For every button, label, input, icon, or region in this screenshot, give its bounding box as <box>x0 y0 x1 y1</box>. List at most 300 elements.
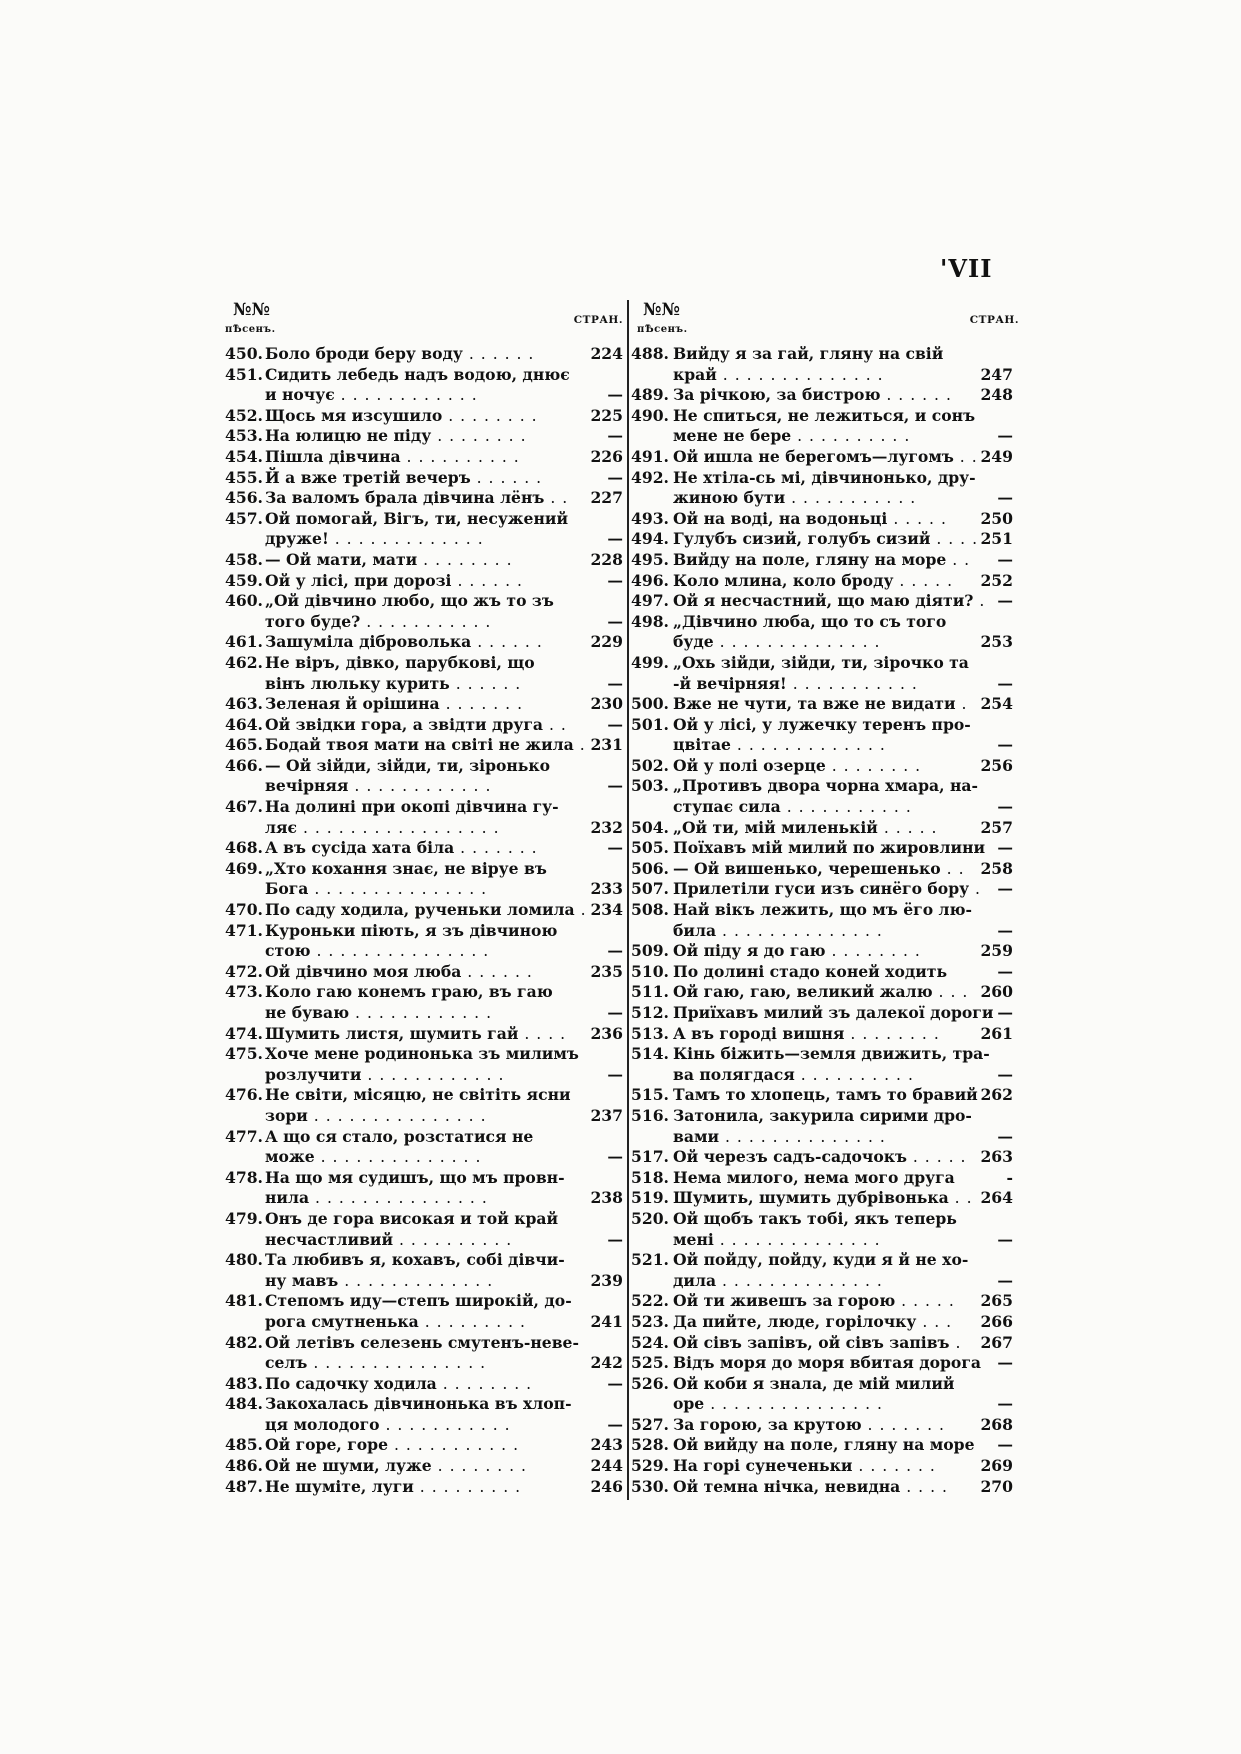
song-number: 528. <box>631 1435 669 1455</box>
song-number: 524. <box>631 1332 669 1352</box>
toc-line <box>631 921 1021 942</box>
song-title <box>265 591 571 612</box>
leader-dots: . . . . . . . . . . . <box>388 1436 520 1455</box>
page-ref: 248 <box>980 385 1013 405</box>
song-title <box>265 1456 571 1477</box>
song-title-text: Відъ моря до моря вбитая дорога <box>673 1353 981 1373</box>
page-ref: — <box>997 1229 1013 1249</box>
page-ref: 231 <box>590 735 623 755</box>
song-number: 498. <box>631 611 669 631</box>
page-ref: 254 <box>980 694 1013 714</box>
page-ref: — <box>997 1435 1013 1455</box>
song-title-text: „Ой ти, мій миленькій <box>673 817 878 837</box>
song-title <box>265 632 571 653</box>
song-title <box>673 879 982 900</box>
song-number: 500. <box>631 694 669 714</box>
song-title <box>673 818 961 839</box>
leader-dots: . . . . . . . . . <box>413 1477 522 1496</box>
song-title <box>673 426 961 447</box>
toc-line <box>225 385 625 406</box>
song-title <box>673 549 971 571</box>
song-title-text: Шумить листя, шумить гай <box>265 1023 519 1043</box>
song-title-text: вами <box>673 1126 720 1146</box>
song-number: 476. <box>225 1085 263 1105</box>
song-title <box>673 941 961 962</box>
song-title <box>265 447 571 468</box>
page-ref: — <box>607 529 623 549</box>
song-title-text: Нема милого, нема мого друга <box>673 1167 955 1187</box>
song-number: 472. <box>225 961 263 981</box>
song-number: 504. <box>631 817 669 837</box>
song-number: 529. <box>631 1456 669 1476</box>
song-number: 512. <box>631 1003 669 1022</box>
song-title-text: Не шуміте, луги <box>265 1476 414 1496</box>
song-title-text: била <box>673 920 717 940</box>
leader-dots: . . . . . . . . . . . <box>780 798 912 817</box>
song-title <box>265 715 571 736</box>
song-title <box>673 467 976 489</box>
leader-dots: . . . . . . . . . . . <box>360 612 492 631</box>
toc-line <box>631 1333 1021 1354</box>
song-title <box>673 632 961 653</box>
song-title <box>673 1024 961 1045</box>
song-title <box>673 591 986 612</box>
song-title-text: вечірняя <box>265 776 349 796</box>
song-number: 481. <box>225 1291 263 1311</box>
song-title <box>673 1415 961 1436</box>
song-title <box>673 529 979 550</box>
song-number: 456. <box>225 488 263 508</box>
song-title <box>265 1332 579 1354</box>
song-title <box>673 652 969 674</box>
page-ref: 253 <box>980 632 1013 652</box>
leader-dots: . . . . . . . <box>454 839 538 858</box>
song-title <box>673 1477 961 1498</box>
toc-line <box>631 1168 1021 1189</box>
toc-line <box>631 838 1021 859</box>
song-title <box>265 1065 571 1086</box>
song-number: 521. <box>631 1250 669 1270</box>
song-title-text: того буде? <box>265 611 361 631</box>
song-title-text: Не віръ, дівко, парубкові, що <box>265 652 535 672</box>
song-title-text: мені <box>673 1229 714 1249</box>
song-title-text: Бога <box>265 879 309 899</box>
song-number: 505. <box>631 838 669 858</box>
toc-line <box>225 488 625 509</box>
song-title <box>673 1127 961 1148</box>
toc-line <box>225 1044 625 1065</box>
song-title <box>265 1024 571 1045</box>
page-ref: 256 <box>980 755 1013 775</box>
song-title <box>265 900 587 921</box>
page-ref: 263 <box>980 1147 1013 1167</box>
page-ref: — <box>997 838 1013 858</box>
leader-dots: . . . . . . . . . . . . . . . <box>310 942 490 961</box>
song-title-text: край <box>673 364 717 384</box>
page-ref: - <box>1006 1167 1013 1187</box>
song-title <box>673 1353 981 1374</box>
leader-dots: . <box>973 592 986 611</box>
toc-line <box>225 1291 625 1312</box>
toc-line <box>225 1209 625 1230</box>
leader-dots: . . . . . . . . <box>825 756 922 775</box>
song-title-text: Ой горе, горе <box>265 1435 388 1455</box>
toc-line <box>631 1415 1021 1436</box>
song-number: 453. <box>225 426 263 446</box>
page-ref: — <box>997 1126 1013 1146</box>
song-title-text: „Дівчино люба, що то съ того <box>673 611 947 631</box>
song-title-text: жиною бути <box>673 488 786 508</box>
toc-line <box>631 900 1021 921</box>
song-number: 470. <box>225 900 263 920</box>
toc-line <box>631 1044 1021 1065</box>
page-ref: 269 <box>980 1456 1013 1476</box>
song-number: 496. <box>631 570 669 590</box>
song-title-text: друже! <box>265 529 329 549</box>
song-title-text: Коло млина, коло броду <box>673 570 894 590</box>
page-ref: — <box>607 1064 623 1084</box>
toc-line <box>631 1312 1021 1333</box>
leader-dots: . . . . . . . <box>439 695 524 714</box>
page-ref: 261 <box>980 1023 1013 1043</box>
leader-dots: . . . . . . . . . . . . . . <box>713 1230 881 1249</box>
page-ref: — <box>997 591 1013 611</box>
song-title-text: Онъ де гора високая и той край <box>265 1208 559 1228</box>
song-title-text: Гулубъ сизий, голубъ сизий <box>673 529 931 549</box>
page-ref: — <box>607 714 623 734</box>
leader-dots: . . . . . . . . . . . <box>786 674 918 693</box>
song-title <box>265 941 571 962</box>
toc-line <box>631 859 1021 880</box>
song-number: 523. <box>631 1311 669 1331</box>
leader-dots: . . . . . . . . . . . . . . <box>719 1127 886 1146</box>
song-number: 516. <box>631 1105 669 1125</box>
song-number: 461. <box>225 632 263 652</box>
song-title <box>673 797 961 818</box>
song-title-text: Ой помогай, Вігъ, ти, несужений <box>265 508 569 528</box>
toc-line <box>225 344 625 365</box>
toc-line <box>631 1003 1021 1024</box>
song-number: 509. <box>631 941 669 961</box>
song-title <box>673 674 961 695</box>
page-ref: 247 <box>980 364 1013 384</box>
song-title-text: Зашуміла діброволька <box>265 632 472 652</box>
song-number: 517. <box>631 1147 669 1167</box>
toc-line <box>225 406 625 427</box>
header-page-label: СТРАН. <box>573 314 623 326</box>
page-ref: 270 <box>980 1476 1013 1496</box>
toc-line <box>631 426 1021 447</box>
song-title <box>265 426 571 447</box>
song-number: 463. <box>225 694 263 714</box>
song-title-text: Поїхавъ мій милий по жировлини <box>673 838 986 858</box>
song-title <box>673 1209 961 1230</box>
toc-line <box>225 1435 625 1456</box>
song-number: 452. <box>225 405 263 425</box>
page-ref: — <box>607 941 623 961</box>
song-number: 508. <box>631 900 669 920</box>
leader-dots: . . . . . . . . . . . . . . . <box>704 1395 883 1414</box>
song-title <box>673 1333 961 1354</box>
song-title-text: Пішла дівчина <box>265 446 401 466</box>
song-title-text: Ой сівъ запівъ, ой сівъ запівъ <box>673 1332 950 1352</box>
song-title <box>265 1312 571 1333</box>
song-title-text: За річкою, за бистрою <box>673 385 881 405</box>
toc-line <box>631 1147 1021 1168</box>
song-title-text: На горі сунеченьки <box>673 1456 853 1476</box>
song-number: 515. <box>631 1085 669 1105</box>
song-title-text: ляє <box>265 817 298 837</box>
song-title <box>673 921 961 942</box>
page-ref: — <box>607 838 623 858</box>
song-title <box>673 838 986 859</box>
toc-line <box>631 1456 1021 1477</box>
header-number-mark: №№ <box>233 300 270 320</box>
song-title-text: Ой черезъ садъ-садочокъ <box>673 1147 907 1167</box>
song-number: 480. <box>225 1250 263 1270</box>
song-title-text: Сидить лебедь надъ водою, днює <box>265 364 570 384</box>
leader-dots: . . . . <box>518 1024 567 1043</box>
leader-dots: . . <box>940 859 965 878</box>
song-title <box>673 1230 961 1251</box>
song-title <box>265 365 571 386</box>
song-number: 501. <box>631 714 669 734</box>
song-title <box>265 838 571 859</box>
song-title <box>265 674 571 695</box>
leader-dots: . <box>955 695 968 714</box>
page-ref: 230 <box>590 694 623 714</box>
toc-line <box>225 447 625 468</box>
page-ref: 226 <box>590 446 623 466</box>
song-number: 458. <box>225 549 263 569</box>
leader-dots: . . . . . . . . . . . . . . <box>314 1148 482 1167</box>
toc-line <box>631 550 1021 571</box>
song-number: 478. <box>225 1167 263 1187</box>
toc-line <box>225 1394 625 1415</box>
song-title <box>265 529 571 550</box>
toc-line <box>225 982 625 1003</box>
song-number: 527. <box>631 1414 669 1434</box>
song-title-text: Не спиться, не лежиться, и сонъ <box>673 405 976 425</box>
header-songs-label: пѢсенъ. <box>637 324 688 335</box>
song-title <box>265 1085 571 1106</box>
song-title <box>265 735 586 756</box>
page-ref: 232 <box>590 817 623 837</box>
toc-line <box>225 632 625 653</box>
song-number: 450. <box>225 344 263 363</box>
song-title <box>673 1312 961 1333</box>
page-ref: 235 <box>590 961 623 981</box>
page-ref: 257 <box>980 817 1013 837</box>
page-ref: — <box>997 961 1013 981</box>
song-title <box>265 509 571 530</box>
song-number: 514. <box>631 1044 669 1064</box>
song-title-text: По долині стадо коней ходить <box>673 961 948 981</box>
page-ref: — <box>997 549 1013 569</box>
leader-dots: . . . . . . . . <box>417 550 513 569</box>
song-title <box>673 858 965 880</box>
song-title-text: За горою, за крутою <box>673 1414 862 1434</box>
song-title-text: цвітае <box>673 735 731 755</box>
header-songs-label: пѢсенъ. <box>225 324 276 335</box>
song-title <box>265 1127 571 1148</box>
song-title <box>673 405 976 427</box>
song-number: 468. <box>225 838 263 858</box>
page-ref: — <box>997 1394 1013 1414</box>
column-divider <box>627 300 629 1500</box>
leader-dots: . . . . . . . . <box>431 1457 528 1476</box>
song-number: 473. <box>225 982 263 1002</box>
leader-dots: . <box>969 880 982 899</box>
song-title-text: нила <box>265 1188 310 1208</box>
toc-line <box>225 941 625 962</box>
toc-line <box>631 1230 1021 1251</box>
leader-dots: . . . . . . . . . . . . . . . <box>309 1189 488 1208</box>
song-number: 479. <box>225 1208 263 1228</box>
toc-line <box>631 1374 1021 1395</box>
page-ref: 239 <box>590 1270 623 1290</box>
toc-line <box>225 838 625 859</box>
song-number: 467. <box>225 797 263 817</box>
toc-line <box>225 674 625 695</box>
toc-line <box>225 776 625 797</box>
toc-line <box>225 1085 625 1106</box>
song-title-text: „Ой дівчино любо, що жъ то зъ <box>265 591 554 611</box>
song-title-text: Ой темна нічка, невидна <box>673 1476 901 1496</box>
song-title <box>673 776 978 797</box>
page-ref: — <box>997 797 1013 817</box>
song-title <box>673 1105 972 1127</box>
page-ref: 250 <box>980 508 1013 528</box>
song-title-text: Куроньки піють, я зъ дівчиною <box>265 920 558 940</box>
toc-line <box>631 818 1021 839</box>
song-number: 491. <box>631 446 669 466</box>
song-title <box>673 1291 961 1312</box>
toc-line <box>631 1394 1021 1415</box>
leader-dots: . . . . . . . . <box>436 1374 533 1393</box>
page-ref: — <box>607 776 623 796</box>
toc-line <box>631 1127 1021 1148</box>
song-title <box>673 900 972 921</box>
song-title-text: — Ой вишенько, черешенько <box>673 858 941 878</box>
page-ref: 228 <box>590 549 623 569</box>
song-title-text: „Противъ двора чорна хмара, на- <box>673 776 978 796</box>
song-title <box>265 1435 571 1456</box>
song-number: 451. <box>225 364 263 384</box>
song-title-text: Та любивъ я, кохавъ, собі дівчи- <box>265 1250 565 1270</box>
song-title <box>265 1230 571 1251</box>
page-ref: — <box>997 488 1013 508</box>
song-title-text: буде <box>673 632 714 652</box>
song-title <box>265 406 571 427</box>
toc-line <box>225 1147 625 1168</box>
toc-line <box>631 797 1021 818</box>
toc-line <box>631 365 1021 386</box>
song-title-text: Ой у лісі, при дорозі <box>265 570 452 590</box>
song-title-text: Не світи, місяцю, не світіть ясни <box>265 1085 571 1105</box>
toc-line <box>631 674 1021 695</box>
leader-dots: . . <box>953 447 978 466</box>
page-ref: — <box>607 426 623 446</box>
toc-line <box>631 1477 1021 1498</box>
toc-line <box>631 735 1021 756</box>
song-number: 497. <box>631 591 669 611</box>
leader-dots: . . . . . . . . . . . . <box>361 1065 505 1084</box>
song-number: 526. <box>631 1373 669 1393</box>
song-title <box>673 1003 994 1024</box>
song-title <box>673 962 961 983</box>
song-title-text: Ой я несчастний, що маю діяти? <box>673 591 974 611</box>
song-title <box>265 1374 571 1395</box>
leader-dots: . . . . . . . . . . . . . . <box>716 921 883 940</box>
leader-dots: . . . . . . . . . . . . . . . <box>308 880 488 899</box>
toc-line <box>225 921 625 942</box>
toc-line <box>225 1024 625 1045</box>
toc-line <box>225 797 625 818</box>
song-title-text: Приїхавъ милий зъ далекої дороги <box>673 1003 994 1022</box>
song-title <box>265 1147 571 1168</box>
page-ref: — <box>997 1270 1013 1290</box>
toc-line <box>225 1106 625 1127</box>
toc-line <box>225 715 625 736</box>
song-title-text: Ой звідки гора, а звідти друга <box>265 714 543 734</box>
song-number: 493. <box>631 508 669 528</box>
page-ref: 244 <box>590 1456 623 1476</box>
toc-line <box>225 1456 625 1477</box>
song-title <box>265 612 571 633</box>
page-ref: — <box>607 1147 623 1167</box>
song-title <box>265 1477 571 1498</box>
toc-line <box>225 1333 625 1354</box>
song-title <box>673 365 961 386</box>
page-ref: 225 <box>590 405 623 425</box>
song-number: 457. <box>225 508 263 528</box>
toc-line <box>631 1353 1021 1374</box>
page-ref: — <box>607 673 623 693</box>
song-number: 483. <box>225 1373 263 1393</box>
song-title-text: стою <box>265 941 311 961</box>
song-title-text: Хоче мене родинонька зъ милимъ <box>265 1044 579 1064</box>
leader-dots: . . . . . . . . . . <box>393 1230 513 1249</box>
song-number: 510. <box>631 961 669 981</box>
leader-dots: . <box>574 901 587 920</box>
song-number: 475. <box>225 1044 263 1064</box>
song-title-text: Вийду я за гай, гляну на свій <box>673 344 944 363</box>
song-title-text: Вже не чути, та вже не видати <box>673 694 956 714</box>
toc-line <box>631 571 1021 592</box>
song-title <box>673 735 961 756</box>
song-title-text: Прилетіли гуси изъ синёго бору <box>673 879 970 899</box>
song-title <box>673 1456 961 1477</box>
song-title-text: На юлицю не піду <box>265 426 432 446</box>
song-title-text: „Охь зійди, зійди, ти, зірочко та <box>673 652 969 672</box>
song-number: 459. <box>225 570 263 590</box>
toc-line <box>225 1188 625 1209</box>
leader-dots: . . . . . <box>906 1148 967 1167</box>
song-title-text: Ой на воді, на водоньці <box>673 508 888 528</box>
song-number: 482. <box>225 1332 263 1352</box>
song-number: 462. <box>225 652 263 672</box>
song-title-text: По саду ходила, рученьки ломила <box>265 900 575 920</box>
song-title-text: Щось мя изсушило <box>265 405 443 425</box>
song-title <box>673 612 961 633</box>
song-number: 485. <box>225 1435 263 1455</box>
song-number: 486. <box>225 1456 263 1476</box>
leader-dots: . . . <box>932 983 969 1002</box>
toc-line <box>225 550 625 571</box>
song-title-text: розлучити <box>265 1064 362 1084</box>
song-title-text: Закохалась дівчинонька въ хлоп- <box>265 1394 572 1414</box>
